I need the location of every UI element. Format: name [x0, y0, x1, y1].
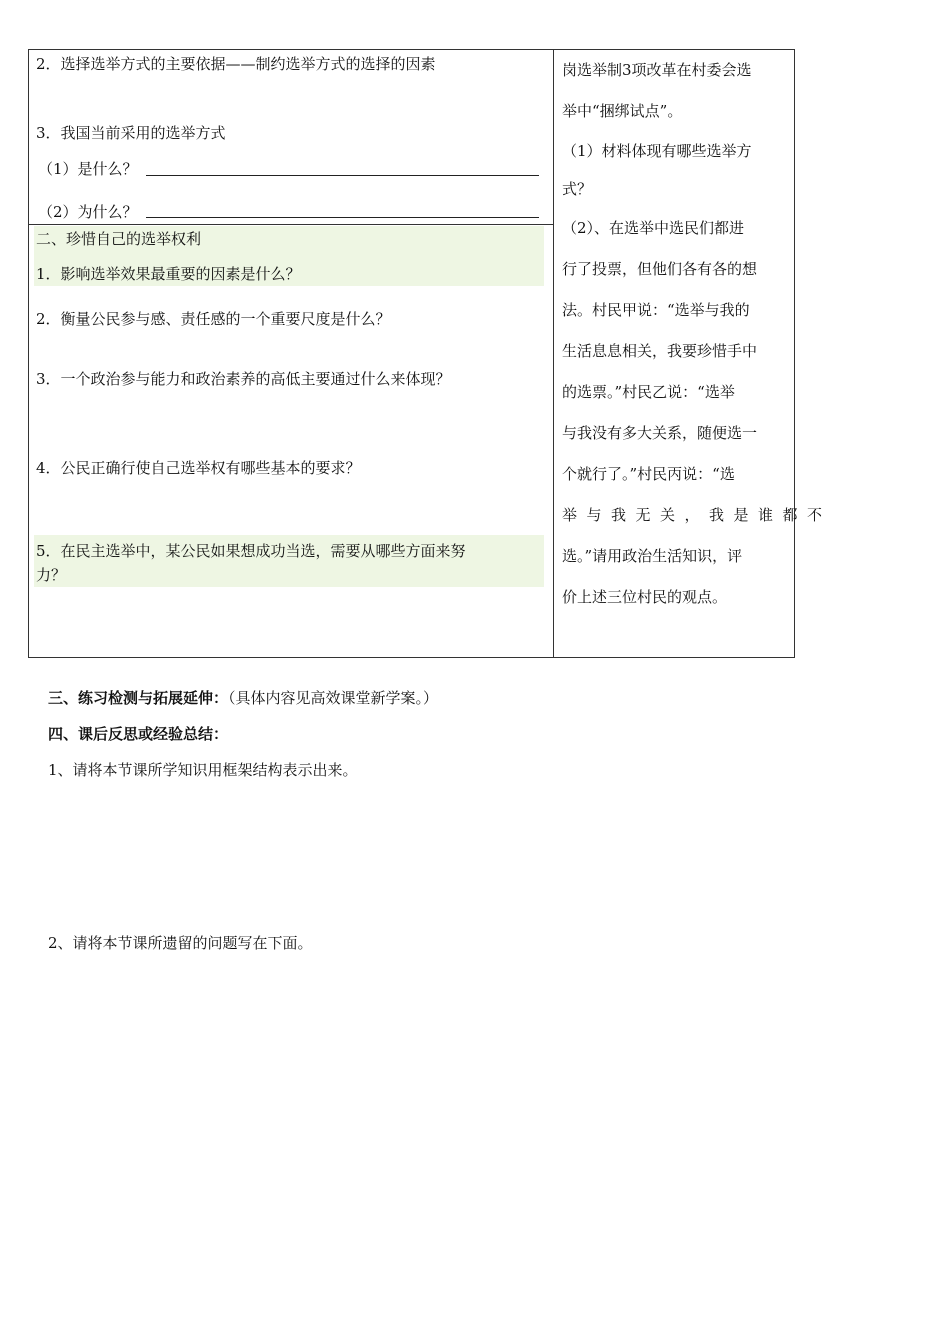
material-passage [562, 50, 832, 618]
material-line: 生活息息相关，我要珍惜手中 [562, 342, 758, 360]
section3-note: （具体内容见高效课堂新学案。） [228, 689, 439, 707]
section4-title: 四、课后反思或经验总结： [48, 725, 229, 743]
table-column-divider [553, 49, 554, 658]
s2-question-3: 3．一个政治参与能力和政治素养的高低主要通过什么来体现？ [36, 370, 451, 388]
q3-heading: 3．我国当前采用的选举方式 [36, 124, 226, 142]
material-line: 岗选举制3项改革在村委会选 [562, 61, 752, 79]
material-line: 法。村民甲说：“选举与我的 [562, 301, 750, 319]
answer-blank-2[interactable] [146, 217, 539, 218]
material-line: 选。”请用政治生活知识，评 [562, 547, 743, 565]
q3-sub2-label: （2）为什么？ [38, 203, 138, 221]
section2-title: 二、珍惜自己的选举权利 [36, 230, 202, 248]
material-line: 行了投票，但他们各有各的想 [562, 260, 758, 278]
section4-item-1: 1、请将本节课所学知识用框架结构表示出来。 [48, 761, 358, 779]
material-line: （2）、在选举中选民们都进 [562, 219, 745, 237]
table-row-divider [28, 224, 554, 225]
material-line: 举与我无关，我是谁都不 [562, 506, 832, 524]
material-line: （1）材料体现有哪些选举方 [562, 142, 752, 160]
section4-item-2: 2、请将本节课所遗留的问题写在下面。 [48, 934, 313, 952]
q3-sub1-label: （1）是什么？ [38, 160, 138, 178]
material-line: 举中“捆绑试点”。 [562, 102, 683, 120]
s2-question-5-line2: 力？ [36, 566, 67, 584]
material-line: 式？ [562, 180, 593, 198]
s2-question-5-line1: 5．在民主选举中，某公民如果想成功当选，需要从哪些方面来努 [36, 542, 466, 560]
s2-question-4: 4．公民正确行使自己选举权有哪些基本的要求？ [36, 459, 361, 477]
q2-heading: 2．选择选举方式的主要依据——制约选举方式的选择的因素 [36, 55, 436, 73]
section3-title: 三、练习检测与拓展延伸： [48, 689, 229, 707]
s2-question-2: 2．衡量公民参与感、责任感的一个重要尺度是什么？ [36, 310, 391, 328]
section3-heading [48, 687, 438, 708]
s2-question-1: 1．影响选举效果最重要的因素是什么？ [36, 265, 301, 283]
material-line: 与我没有多大关系，随便选一 [562, 424, 758, 442]
answer-blank-1[interactable] [146, 175, 539, 176]
material-line: 价上述三位村民的观点。 [562, 588, 728, 606]
material-line: 的选票。”村民乙说：“选举 [562, 383, 735, 401]
material-line: 个就行了。”村民丙说：“选 [562, 465, 735, 483]
